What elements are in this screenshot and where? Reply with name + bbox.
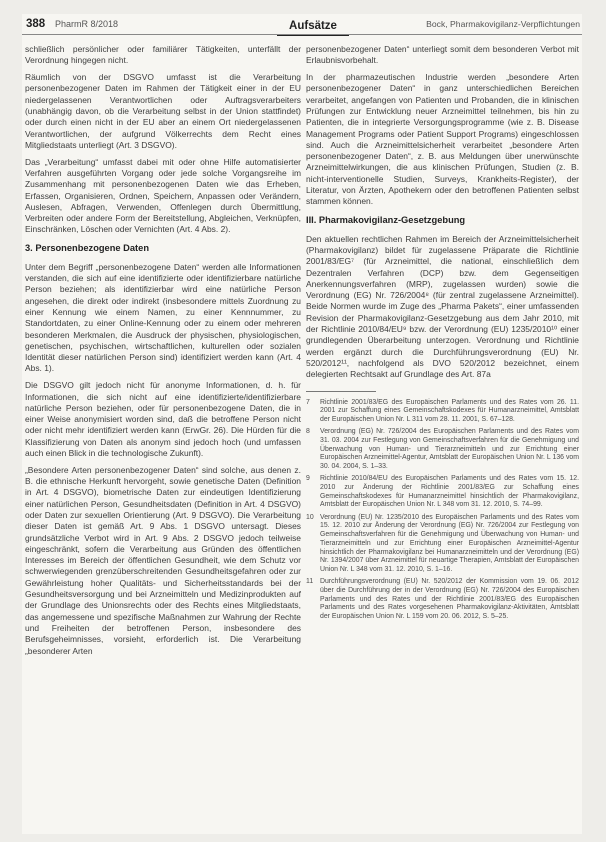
footnote-number: 8 — [306, 428, 310, 436]
paragraph: Das „Verarbeitung“ umfasst dabei mit oder ohne Hilfe automatisierter Verfahren ausgeführten Vorgang oder jede solche Vorgangsreihe im Zusammenhang mit personenbezogenen Daten wie das Erheben, Erfassen, Organisieren, Ordnen, Speichern, Anpassen oder Verändern, Auslesen, Abfragen, Verwenden, Offenlegen durch Übermittlung, Verbreiten oder andere Form der Bereitstellung, Abgleichen, Verknüpfen, Einschränken, Löschen oder Vernichten (Art. 4 Abs. 2). — [25, 156, 301, 235]
paragraph: „Besondere Arten personenbezogener Daten“ sind solche, aus denen z. B. die ethnische Herkunft hervorgeht, sowie genetische Daten (Definition in Art. 4 DSGVO), biometrische Daten zur eindeutigen Identifizierung einer natürlichen Person, Gesundheitsdaten (Definition in Art. 4 DSGVO) oder Daten zur sexuellen Orientierung (Art. 9 DSGVO). Die Verarbeitung dieser Daten ist gemäß Art. 9 Abs. 1 DSGVO untersagt. Dieses grundsätzliche Verbot wird in Art. 9 Abs. 2 DSGVO jedoch teilweise eingeschränkt, sofern die Verarbeitung aus Gründen des öffentlichen Interesses im Bereich der öffentlichen Gesundheit, wie dem Schutz vor schwerwiegenden grenzüberschreitenden Gesundheitsgefahren oder zur Gewährleistung hoher Qualitäts- und Sicherheitsstandards bei der Gesundheitsversorgung und bei Arzneimitteln und Medizinprodukten auf der Grundlage des Unionsrechts oder des Rechts eines Mitgliedstaats, das angemessene und spezifische Maßnahmen zur Wahrung der Rechte und Freiheiten der betroffenen Person, insbesondere des Berufsgeheimnisses, vorsieht, erforderlich ist. Die Verarbeitung „besonderer Arten — [25, 464, 301, 656]
footnote — [306, 578, 579, 622]
paragraph: Die DSGVO gilt jedoch nicht für anonyme Informationen, d. h. für Informationen, die sich nicht auf eine identifizierte/identifizierbare natürliche Person beziehen, oder für personenbezogene Daten, die in einer Weise anonymisiert worden sind, daß die betroffene Person nicht oder nicht mehr identifiziert werden kann (ErwGr. 26). Die Hürden für die Klassifizierung von Daten als anonym sind jedoch hoch (und umfassen auch einen Blick in die technologische Zukunft). — [25, 380, 301, 458]
section-heading: III. Pharmakovigilanz-Gesetzgebung — [306, 214, 466, 225]
left-column — [25, 44, 301, 662]
paragraph: Den aktuellen rechtlichen Rahmen im Bereich der Arzneimittelsicherheit (Pharmakovigilanz) bildet für zugelassene Präparate die Richtlinie 2001/83/EG⁷ (für Arzneimittel, die national, einschließlich dem Dezentralen Verfahren (DCP) bzw. dem Gegenseitigen Anerkennungsverfahren (MRP), zugelassen wurden) sowie die Verordnung (EG) Nr. 726/2004⁸ (für zentral zugelassene Arzneimittel). Beide Normen wurde im Zuge des „Pharma Pakets“, einer umfassenden Revision der Pharmakovigilanz-Gesetzgebung aus dem Jahr 2010, mit der Richtlinie 2010/84/EU⁹ bzw. der Verordnung (EU) 1235/2010¹⁰ einer grundlegenden Überarbeitung unterzogen. Verordnung und Richtlinie werden ergänzt durch die Durchführungsverordnung (EU) Nr. 520/2012¹¹, nachfolgend als DVO 520/2012 bezeichnet, einem delegierten Rechtsakt auf Grundlage des Art. 87a — [306, 233, 579, 380]
footnote-number: 10 — [306, 513, 314, 521]
footnote — [306, 399, 579, 425]
footnotes — [306, 399, 579, 622]
page-header — [22, 14, 582, 42]
running-title: Bock, Pharmakovigilanz-Verpflichtungen — [426, 19, 580, 29]
page-number: 388 — [26, 18, 46, 30]
footnote — [306, 514, 579, 575]
journal-issue: PharmR 8/2018 — [55, 19, 119, 29]
footnote-rule — [306, 391, 376, 392]
right-column — [306, 44, 579, 625]
footnote — [306, 475, 579, 510]
document-page — [22, 14, 582, 834]
footnote-text: Verordnung (EU) Nr. 1235/2010 des Europäischen Parlaments und des Rates vom 15. 12. 2010 zur Änderung der Verordnung (EG) Nr. 726/2004 zur Festlegung von Gemeinschaftsverfahren für die Genehmigung und Überwachung von Human- und Tierarzneimitteln und zur Errichtung einer Europäischen Arzneimittel-Agentur hinsichtlich der Pharmakovigilanz bei Humanarzneimitteln und der Verordnung (EG) Nr. 1394/2007 über Arzneimittel für neuartige Therapien, Amtsblatt der Europäischen Union Nr. L 348 vom 31. 12. 2010, S. 1–16. — [320, 513, 579, 573]
paragraph: In der pharmazeutischen Industrie werden „besondere Arten personenbezogener Daten“ in ganz unterschiedlichen Bereichen verarbeitet, angefangen von Patienten und Probanden, die in klinischen Prüfungen zur Entwicklung neuer Arzneimittel teilnehmen, bis hin zu Patienten, die in integrierte Versorgungsprogramme (wie z. B. Disease Management Programs oder Patient Support Programs) eingeschlossen sind. Auch die Arzneimittelsicherheit verarbeitet „besondere Arten personenbezogener Daten“, z. B. aus Meldungen über unerwünschte Arzneimittelwirkungen, die aus klinischen Prüfungen, Studien (z. B. nicht-interventionelle Studien, Surveys, Krankheits-Register), der Literatur, von Ärzten, Apothekern oder den betroffenen Patienten selbst stammen können. — [306, 72, 579, 207]
footnote-number: 11 — [306, 578, 314, 586]
section-label: Aufsätze — [277, 16, 349, 36]
footnote-text: Durchführungsverordnung (EU) Nr. 520/2012 der Kommission vom 19. 06. 2012 über die Durchführung der in der Verordnung (EG) Nr. 726/2004 des Europäischen Parlaments und des Rates und der Richtlinie 2001/83/EG des Europäischen Parlaments und des Rates vorgesehenen Pharmakovigilanz-Aktivitäten, Amtsblatt der Europäischen Union Nr. L 159 vom 20. 06. 2012, S. 5–25. — [320, 578, 579, 621]
footnote-text: Richtlinie 2001/83/EG des Europäischen Parlaments und des Rates vom 26. 11. 2001 zur Schaffung eines Gemeinschaftskodexes für Humanarzneimittel, Amtsblatt der Europäischen Union Nr. L 311 vom 28. 11. 2001, S. 67–128. — [320, 398, 579, 423]
footnote-number: 7 — [306, 398, 310, 406]
header-rule — [22, 34, 582, 35]
footnote-text: Verordnung (EG) Nr. 726/2004 des Europäischen Parlaments und des Rates vom 31. 03. 2004 zur Festlegung von Gemeinschaftsverfahren für die Genehmigung und Überwachung von Human- und Tierarzneimitteln und zur Errichtung einer Europäischen Arzneimittel-Agentur, Amtsblatt der Europäischen Union Nr. L 136 vom 30. 04. 2004, S. 1–33. — [320, 428, 579, 471]
footnote — [306, 428, 579, 472]
section-heading: 3. Personenbezogene Daten — [25, 242, 149, 253]
footnote-number: 9 — [306, 475, 310, 483]
footnote-text: Richtlinie 2010/84/EU des Europäischen Parlaments und des Rates vom 15. 12. 2010 zur Änderung der Richtlinie 2001/83/EG zur Schaffung eines Gemeinschaftskodexes für Humanarzneimittel hinsichtlich der Pharmakovigilanz, Amtsblatt der Europäischen Union Nr. L 348 vom 31. 12. 2010, S. 74–99. — [320, 475, 579, 509]
paragraph: personenbezogener Daten“ unterliegt somit dem besonderen Verbot mit Erlaubnisvorbehalt. — [306, 44, 579, 66]
paragraph: Unter dem Begriff „personenbezogene Daten“ werden alle Informationen verstanden, die sich auf eine identifizierte oder identifizierbare natürliche Person beziehen; als identifizierbar wird eine natürliche Person angesehen, die direkt oder indirekt (insbesondere mittels Zuordnung zu einer Kennung wie einem Namen, zu einer Kennnummer, zu Standortdaten, zu einer Online-Kennung oder zu einem oder mehreren besonderen Merkmalen, die Ausdruck der physischen, physiologischen, genetischen, psychischen, wirtschaftlichen, kulturellen oder sozialen Identität dieser natürlichen Person sind) identifiziert werden kann (Art. 4 Abs. 1). — [25, 261, 301, 374]
paragraph: Räumlich von der DSGVO umfasst ist die Verarbeitung personenbezogener Daten im Rahmen der Tätigkeit einer in der EU niedergelassenen Verantwortlichen oder Auftragsverarbeiters (unabhängig davon, ob die Verarbeitung selbst in der Union stattfindet) oder durch einen nicht in der EU aber an einem Ort niedergelassenen Verantwortlichen, der aufgrund Völkerrechts dem Recht eines Mitgliedstaats unterliegt (Art. 3 DSGVO). — [25, 72, 301, 150]
paragraph: schließlich persönlicher oder familiärer Tätigkeiten, unterfällt der Verordnung hingegen nicht. — [25, 44, 301, 66]
